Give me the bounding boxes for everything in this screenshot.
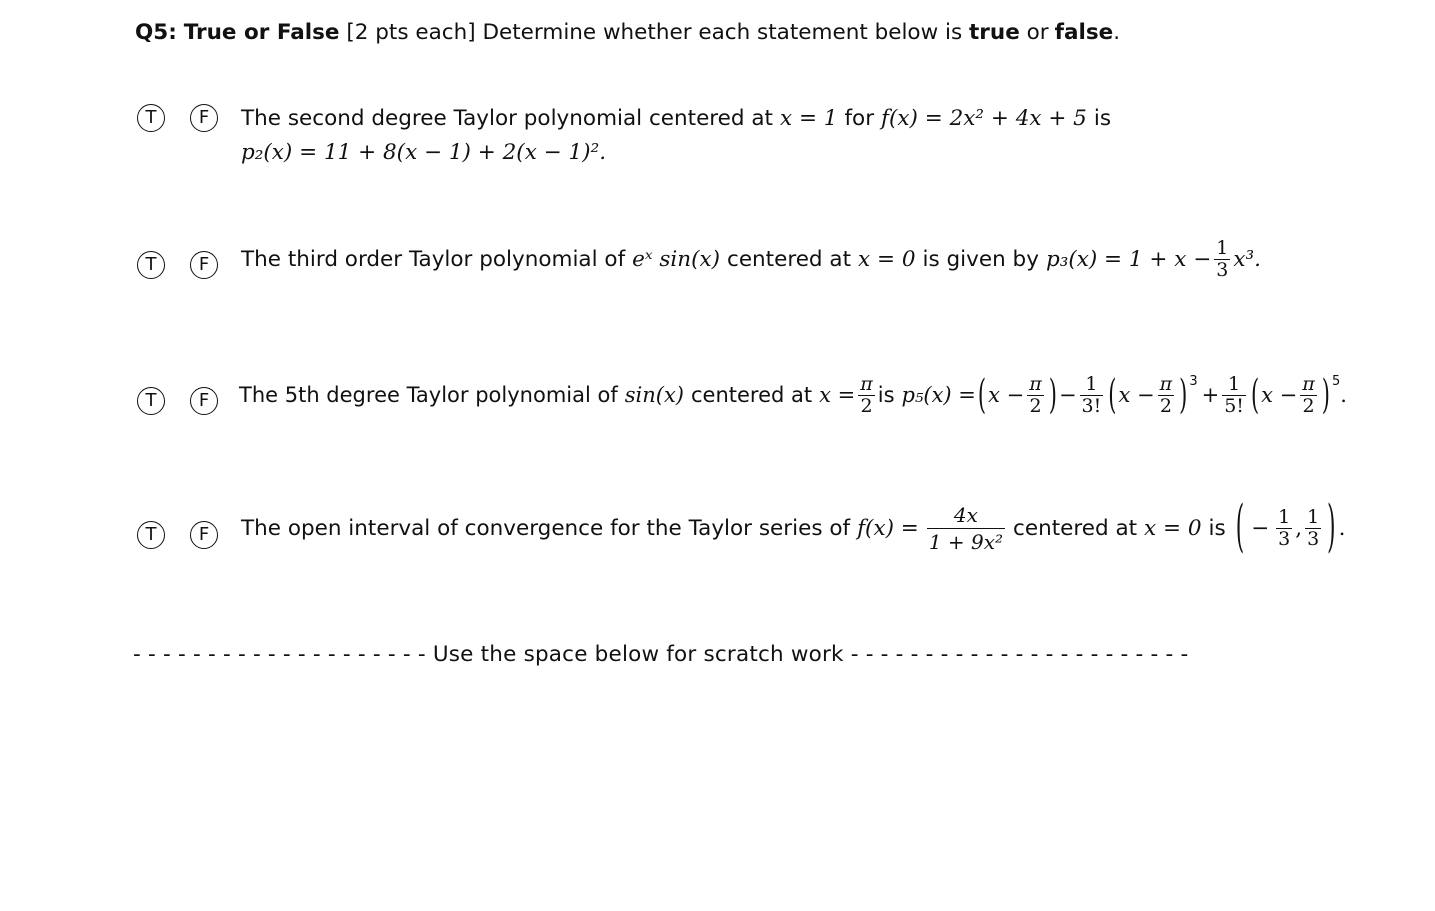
question-number: Q5: bbox=[135, 20, 177, 45]
fraction-pi-over-2: $\frac{\pi}{2}$ bbox=[860, 373, 873, 417]
true-bubble-1[interactable] bbox=[137, 104, 165, 132]
false-bubble-label: F bbox=[198, 390, 210, 411]
question-title: True or False bbox=[183, 20, 340, 45]
true-bubble-3[interactable] bbox=[137, 387, 165, 415]
statement-1-text: The second degree Taylor polynomial centered at bbox=[241, 106, 773, 131]
statement-4-center: x = 0 bbox=[1144, 516, 1202, 542]
false-word: false bbox=[1054, 20, 1114, 45]
points-note: [2 pts each] bbox=[346, 20, 476, 45]
fraction-one-third: $\frac{1}{3}$ bbox=[1307, 506, 1320, 550]
false-bubble-3[interactable] bbox=[190, 387, 218, 415]
false-bubble-label: F bbox=[198, 107, 210, 128]
true-bubble-label: T bbox=[145, 524, 157, 545]
statement-1 bbox=[135, 104, 1425, 224]
statement-1-center: x = 1 bbox=[779, 106, 838, 131]
fraction-pi-over-2: $\frac{\pi}{2}$ bbox=[1029, 373, 1042, 417]
true-bubble-4[interactable] bbox=[137, 521, 165, 549]
statement-3-function: sin(x) bbox=[624, 383, 684, 408]
statement-2 bbox=[135, 237, 1425, 371]
fraction-4x-over-1-plus-9x2: $\frac{4x}{\text{1 + 9x²}}$ bbox=[928, 503, 1004, 554]
header-period: . bbox=[1113, 20, 1121, 45]
statement-1-is: is bbox=[1093, 106, 1112, 131]
false-bubble-4[interactable] bbox=[190, 521, 218, 549]
statement-3-x-eq: x = bbox=[819, 383, 856, 408]
statement-2-function: eˣ sin(x) bbox=[632, 247, 720, 273]
fraction-pi-over-2: $\frac{\pi}{2}$ bbox=[1302, 373, 1315, 417]
statement-2-polynomial: p₃(x) = 1 + x − bbox=[1045, 247, 1212, 273]
statement-2-text: The third order Taylor polynomial of bbox=[241, 247, 626, 273]
false-bubble-label: F bbox=[198, 254, 210, 275]
statement-3-p5: p₅(x) = bbox=[901, 383, 976, 408]
true-bubble-label: T bbox=[145, 107, 157, 128]
false-bubble-label: F bbox=[198, 524, 210, 545]
statement-4-text: The open interval of convergence for the Taylor series of bbox=[241, 516, 851, 542]
statement-3: T F The 5th degree Taylor polynomial of sin(x) centered at x = $\frac{\pi}{2}$ is p₅(x) = ( x − $\frac{\pi}{2}$ ) − $\frac{1}{3!}$ ( x − $\frac{\pi}{2}$ ) $^3$ + $\frac{1}{5!}$ ( x − $\frac{\pi}{2}$ ) $^5$ . bbox=[135, 387, 1425, 507]
fraction-pi-over-2: $\frac{\pi}{2}$ bbox=[1159, 373, 1173, 417]
statement-3-centered: centered at bbox=[690, 383, 813, 408]
statement-1-function: f(x) = 2x² + 4x + 5 bbox=[881, 106, 1087, 131]
true-word: true bbox=[969, 20, 1020, 45]
statement-2-tail: x³. bbox=[1233, 247, 1261, 273]
statement-3-is: is bbox=[877, 383, 895, 408]
true-bubble-label: T bbox=[145, 254, 157, 275]
statement-4-is: is bbox=[1208, 516, 1226, 542]
fraction-one-over-3-factorial: $\frac{1}{3!}$ bbox=[1081, 373, 1102, 417]
statement-1-for: for bbox=[844, 106, 875, 131]
scratch-work-divider: - - - - - - - - - - - - - - - - - - - - Use the space below for scratch work - - - - - - - - - - - - - - - - - - - - - - - bbox=[133, 642, 1189, 667]
statement-4-centered: centered at bbox=[1013, 516, 1138, 542]
instructions: Determine whether each statement below is bbox=[482, 20, 963, 45]
fraction-one-over-5-factorial: $\frac{1}{5!}$ bbox=[1224, 373, 1244, 417]
false-bubble-2[interactable] bbox=[190, 251, 218, 279]
fraction-one-third: $\frac{1}{3}$ bbox=[1278, 506, 1291, 550]
question-header bbox=[135, 20, 1120, 45]
statement-2-center: x = 0 bbox=[858, 247, 916, 273]
true-bubble-2[interactable] bbox=[137, 251, 165, 279]
statement-3-text: The 5th degree Taylor polynomial of bbox=[239, 383, 618, 408]
fraction-one-third: $\frac{1}{3}$ bbox=[1216, 237, 1229, 281]
statement-4-f: f(x) = bbox=[857, 516, 919, 542]
statement-2-given: is given by bbox=[922, 247, 1039, 273]
statement-4: T F The open interval of convergence for the Taylor series of f(x) = $\frac{4x}{\text{1 + 9x²}}$ centered at x = 0 is ( − $\frac{1}{3}$ , $\frac{1}{3}$ ) . bbox=[135, 521, 1425, 641]
statement-2-centered: centered at bbox=[727, 247, 852, 273]
statement-1-polynomial: p₂(x) = 11 + 8(x − 1) + 2(x − 1)². bbox=[241, 140, 607, 165]
or-word: or bbox=[1026, 20, 1049, 45]
true-bubble-label: T bbox=[145, 390, 157, 411]
false-bubble-1[interactable] bbox=[190, 104, 218, 132]
